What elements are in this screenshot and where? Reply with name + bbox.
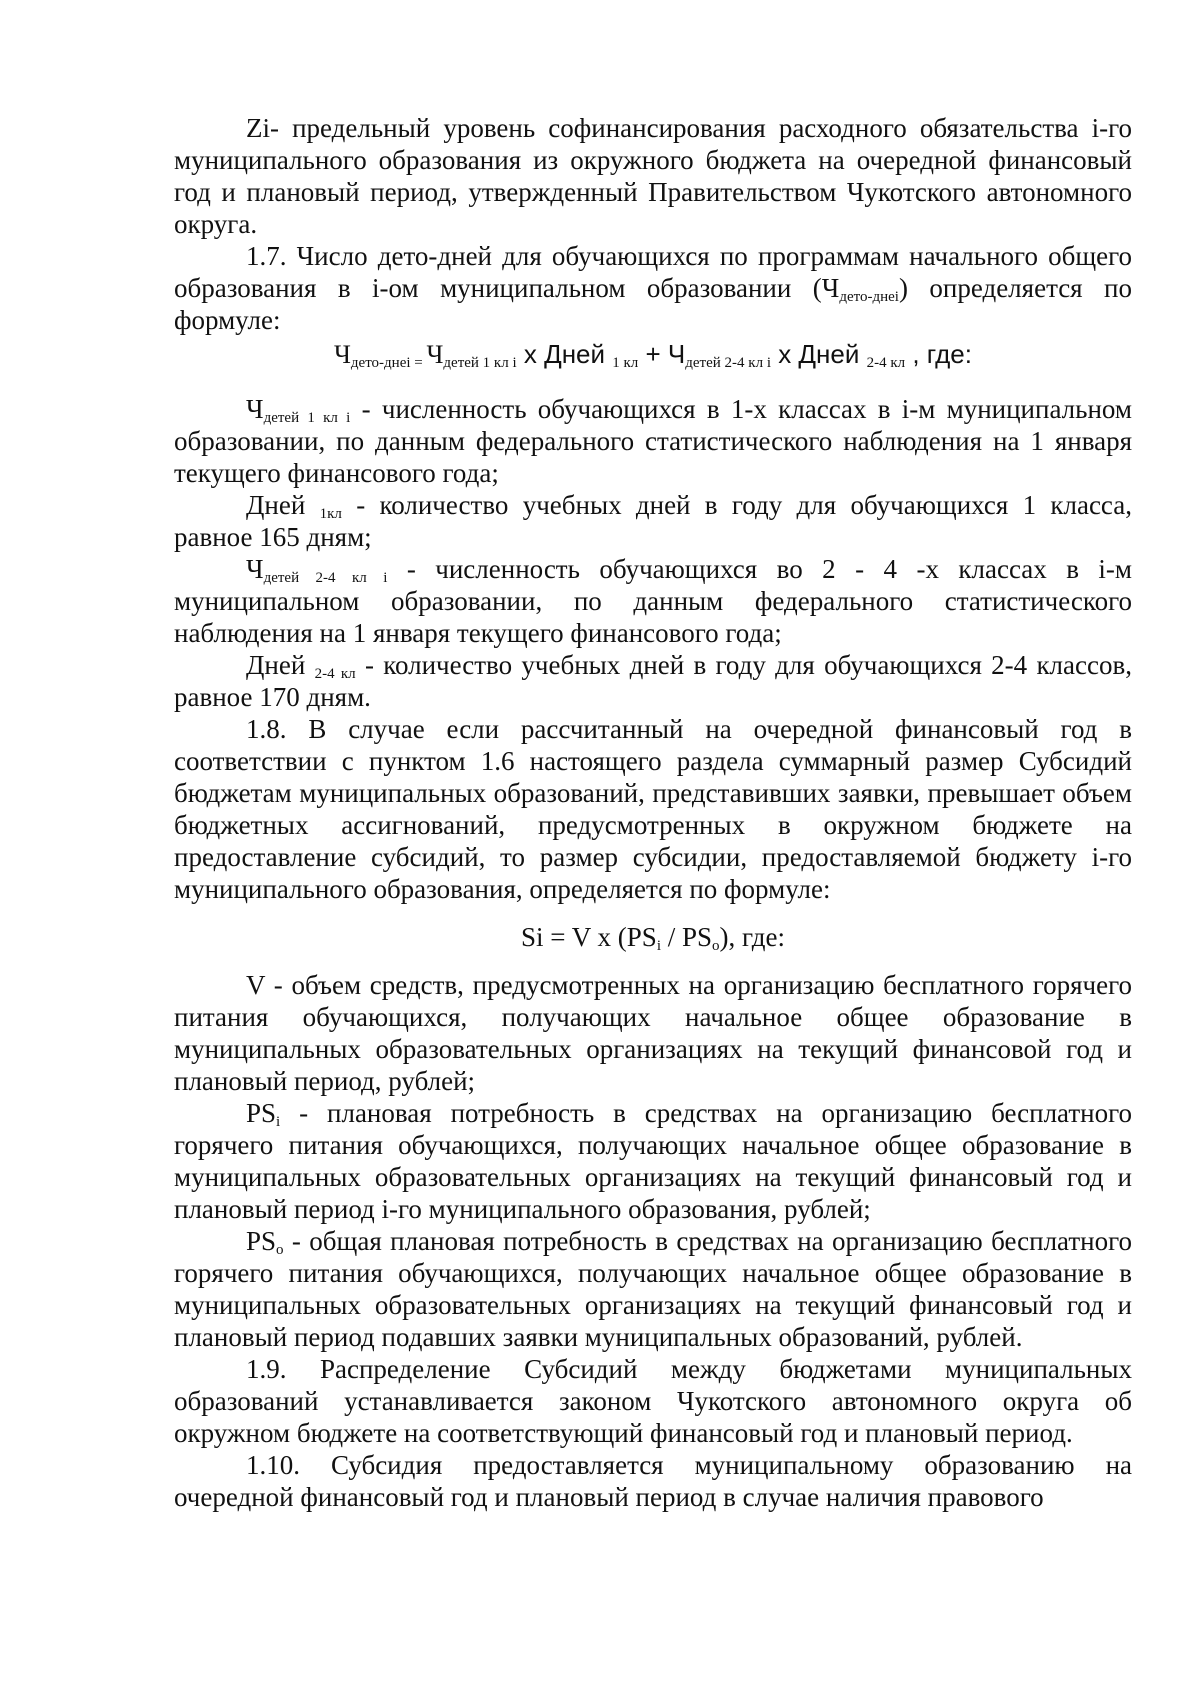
definition-pso: [174, 1225, 1132, 1353]
formula-symbol: Ч: [334, 340, 351, 369]
formula-subsidy: [174, 921, 1132, 953]
definition-subscript: 1кл: [319, 506, 342, 522]
definition-text: - численность обучающихся в 1-х классах в i-м муниципальном образовании, по данным федерального статистического наблюдения на 1 января текущего финансового года;: [174, 394, 1132, 488]
paragraph-1-9: [174, 1353, 1132, 1449]
paragraph-1-10-text: 1.10. Субсидия предоставляется муниципальному образованию на очередной финансовый год и плановый период в случае наличия правового: [174, 1450, 1132, 1512]
definition-children-2-4: [174, 553, 1132, 649]
definition-psi: [174, 1097, 1132, 1225]
formula-term: х Дней: [770, 339, 867, 369]
definition-symbol: PS: [246, 1098, 277, 1128]
definition-subscript: o: [276, 1242, 284, 1258]
definition-text: - численность обучающихся во 2 - 4 -х классах в i-м муниципальном образовании, по данным федерального статистического наблюдения на 1 января текущего финансового года;: [174, 554, 1133, 648]
definition-days-1: [174, 489, 1132, 553]
formula-subscript: 1 кл: [612, 355, 639, 371]
paragraph-1-8-text: 1.8. В случае если рассчитанный на очередной финансовый год в соответствии с пунктом 1.6 настоящего раздела суммарный размер Субсидий бюджетам муниципальных образований, представивших заявки, превышает объем бюджетных ассигнований, предусмотренных в окружном бюджете на предоставление субсидий, то размер субсидии, предоставляемой бюджету i-го муниципального образования, определяется по формуле:: [174, 714, 1132, 904]
definition-symbol: PS: [246, 1226, 277, 1256]
formula-term: Si = V x (PS: [521, 922, 657, 952]
definition-children-1: [174, 393, 1132, 489]
definition-v: [174, 969, 1132, 1097]
definition-subscript: i: [276, 1114, 281, 1130]
formula-subscript: 2-4 кл: [866, 355, 906, 371]
formula-term: х Дней: [516, 339, 613, 369]
definition-symbol: Дней: [246, 490, 320, 520]
formula-term: , где:: [905, 339, 972, 369]
definition-text: - количество учебных дней в году для обучающихся 1 класса, равное 165 дням;: [174, 490, 1132, 552]
paragraph-1-8: [174, 713, 1132, 905]
definition-symbol: Дней: [246, 650, 315, 680]
definition-subscript: детей 1 кл i: [263, 410, 351, 426]
definition-text: - количество учебных дней в году для обучающихся 2-4 классов, равное 170 дням.: [174, 650, 1132, 712]
definition-subscript: детей 2-4 кл i: [263, 570, 388, 586]
definition-text: V - объем средств, предусмотренных на организацию бесплатного горячего питания обучающихся, получающих начальное общее образование в муниципальных образовательных организациях на текущий финансовой год и плановый период, рублей;: [174, 970, 1132, 1096]
formula-term: / PS: [660, 922, 713, 952]
paragraph-1-7-text: 1.7. Число дето-дней для обучающихся по программам начального общего образования в i-ом муниципальном образовании (Ч: [174, 241, 1132, 303]
formula-subscript: o: [712, 938, 720, 954]
paragraph-1-7-end: ) определяется по формуле:: [174, 273, 1132, 335]
paragraph-1-9-text: 1.9. Распределение Субсидий между бюджетами муниципальных образований устанавливается законом Чукотского автономного округа об окружном бюджете на соответствующий финансовый год и плановый период.: [174, 1354, 1132, 1448]
paragraph-1-10: [174, 1449, 1132, 1513]
paragraph-zi: [174, 112, 1132, 240]
definition-symbol: Ч: [246, 394, 264, 424]
paragraph-zi-text: Zi- предельный уровень софинансирования расходного обязательства i-го муниципального образования из окружного бюджета на очередной финансовый год и плановый период, утвержденный Правительством Чукотского автономного округа.: [174, 113, 1132, 239]
definition-symbol: Ч: [246, 554, 264, 584]
definition-days-2-4: [174, 649, 1132, 713]
formula-subscript: детей 2-4 кл i: [685, 355, 771, 371]
formula-subscript: дето-днеi =: [350, 355, 427, 371]
document-page: [174, 112, 1132, 1513]
definition-text: - общая плановая потребность в средствах на организацию бесплатного горячего питания обучающихся, получающих начальное общее образование в муниципальных образовательных организациях на текущий финансовый год и плановый период подавших заявки муниципальных образований, рублей.: [174, 1226, 1132, 1352]
definition-subscript: 2-4 кл: [314, 666, 356, 682]
formula-symbol: Ч: [426, 340, 444, 369]
formula-term: + Ч: [638, 339, 686, 369]
paragraph-1-7: [174, 240, 1132, 336]
definition-text: - плановая потребность в средствах на организацию бесплатного горячего питания обучающихся, получающих начальное общее образование в муниципальных образовательных организациях на текущий финансовый год и плановый период i-го муниципального образования, рублей;: [174, 1098, 1132, 1224]
subscript: дето-днеi: [839, 289, 899, 305]
formula-subscript: i: [656, 938, 661, 954]
formula-child-days: [174, 338, 1132, 371]
formula-term: ), где:: [719, 922, 785, 952]
formula-subscript: детей 1 кл i: [443, 355, 517, 371]
